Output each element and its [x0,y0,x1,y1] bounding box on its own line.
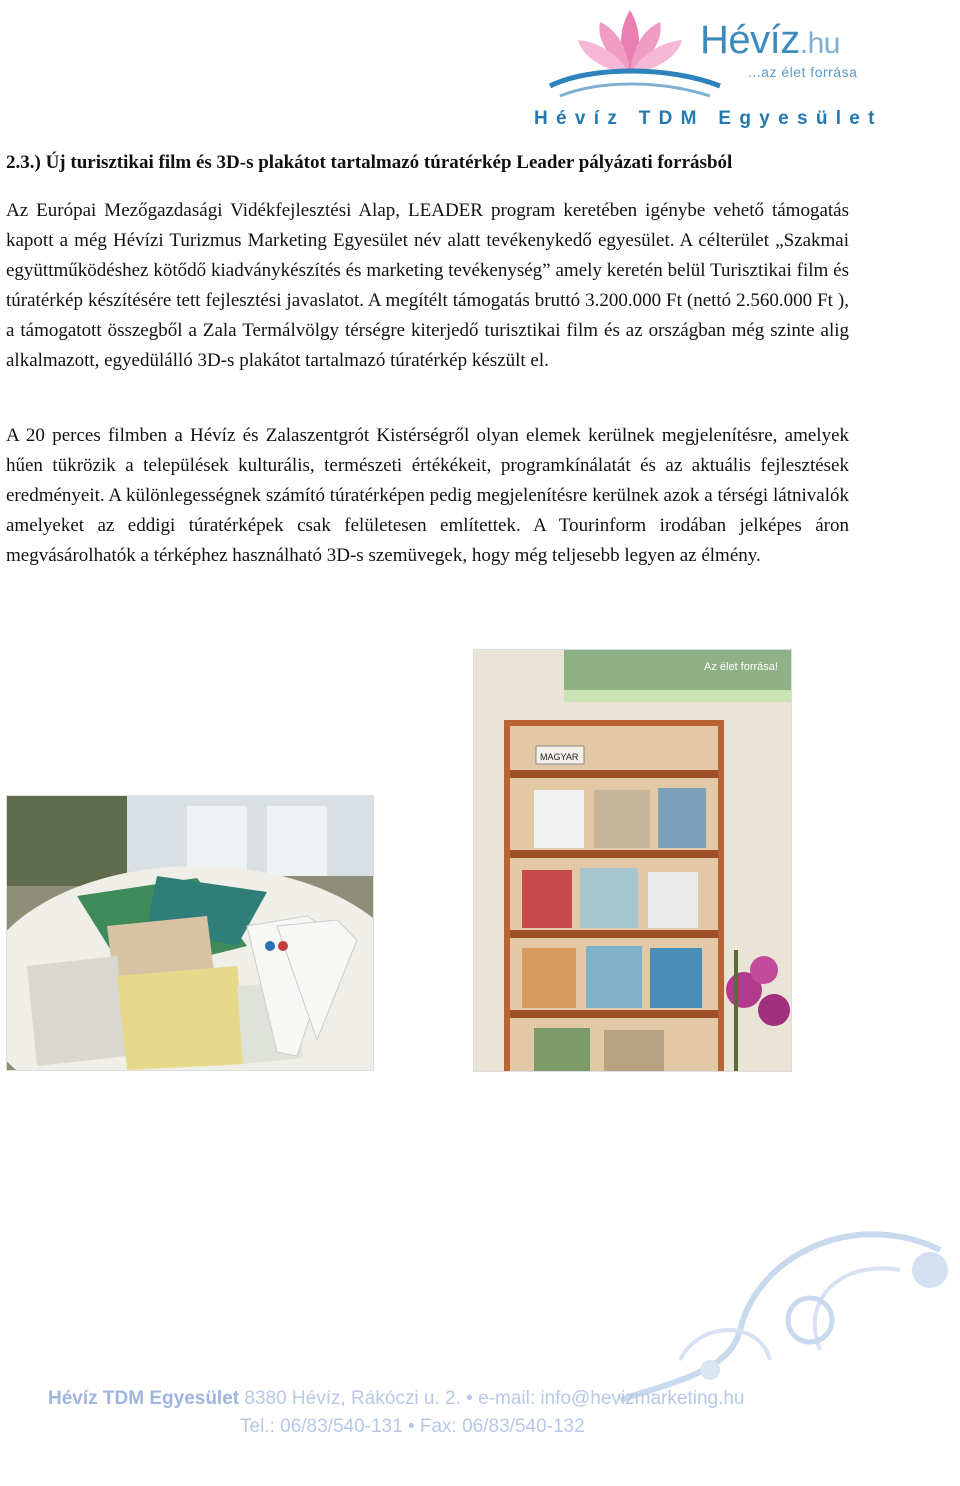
paragraph-funding: Az Európai Mezőgazdasági Vidékfejlesztési Alap, LEADER program keretében igénybe vehető támogatás kapott a még Hévízi Turizmus Marketing Egyesület név alatt tevékenykedő egyesület. A célterület „Szakmai együttműködéshez kötődő kiadványkészítés és marketing tevékenység” amely keretén belül Turisztikai film és túratérkép készítésére tett fejlesztési javaslatot. A megítélt támogatás bruttó 3.200.000 Ft (nettó 2.560.000 Ft ), a támogatott összegből a Zala Termálvölgy térségre kiterjedő turisztikai film és az országban még szinte alig alkalmazott, egyedülálló 3D-s plakátot tartalmazó túratérkép készült el. [6,200,849,371]
footer-phones: Tel.: 06/83/540-131 • Fax: 06/83/540-132 [240,1416,585,1437]
hevíz-logo [520,0,940,135]
paragraph-film-description: A 20 perces filmben a Hévíz és Zalaszentgrót Kistérségről olyan elemek kerülnek megjelenítésre, amelyek hűen tükrözik a települések kulturális, természeti értékékeit, programkínálatát és az aktuális fejlesztések eredményeit. A különlegességnek számító túratérképen pedig megjelenítésre kerülnek azok a térségi látnivalók amelyeket az eddigi túratérképek csak felületesen említettek. A Tourinform irodában jelképes áron megvásárolhatók a térképhez használható 3D-s szemüvegek, hogy még teljesebb legyen az élmény. [6,425,849,566]
footer-address: 8380 Hévíz, Rákóczi u. 2. • e-mail: info@hevizmarketing.hu [244,1388,745,1409]
rack-banner-text: Az élet forrása! [704,661,778,673]
footer-contact [48,1388,745,1410]
logo-organization-name: Hévíz TDM Egyesület [534,108,883,129]
logo-tagline: ...az élet forrása [748,64,858,80]
decorative-swirl-icon [560,1210,960,1410]
photo-brochure-rack [473,649,792,1072]
section-heading: 2.3.) Új turisztikai film és 3D-s plakátot tartalmazó túratérkép Leader pályázati forrásból [6,152,733,173]
logo-title: Hévíz.hu [700,18,840,62]
footer-org-name: Hévíz TDM Egyesület [48,1388,240,1409]
rack-sign-text: MAGYAR [540,752,579,762]
photo-brochures-on-table [6,795,374,1071]
